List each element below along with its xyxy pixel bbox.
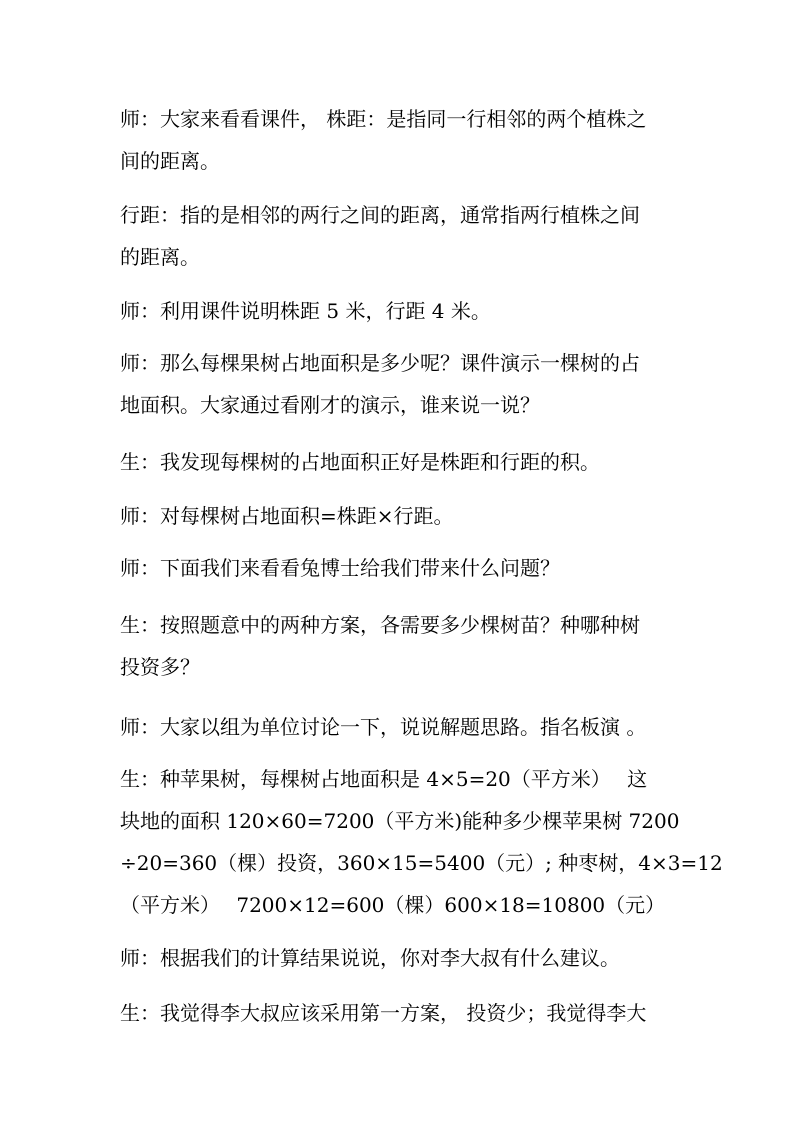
text-line: 投资多？: [120, 655, 200, 679]
text-line: 生：按照题意中的两种方案，各需要多少棵树苗？种哪种树: [120, 613, 640, 637]
paragraph-area-formula: [120, 495, 454, 537]
paragraph-group-discussion: [120, 706, 646, 748]
paragraph-calculation: [120, 758, 723, 926]
paragraph-student-discovery: [120, 441, 600, 483]
text-line: 的距离。: [120, 245, 200, 269]
text-line: （平方米） 7200×12=600（棵）600×18=10800（元）: [120, 893, 666, 917]
paragraph-courseware-explanation: [120, 290, 491, 332]
text-line: 块地的面积 120×60=7200（平方米)能种多少棵苹果树 7200: [120, 809, 680, 833]
paragraph-problem-intro: [120, 547, 560, 589]
text-line: 师：下面我们来看看兔博士给我们带来什么问题？: [120, 556, 560, 580]
text-line: 师：利用课件说明株距 5 米，行距 4 米。: [120, 299, 491, 323]
text-line: 生：我发现每棵树的占地面积正好是株距和行距的积。: [120, 450, 600, 474]
text-line: 师：对每棵树占地面积=株距×行距。: [120, 504, 454, 528]
paragraph-spacing-definition: [120, 98, 646, 182]
paragraph-suggestion-prompt: [120, 937, 620, 979]
text-line: 师：大家来看看课件， 株距：是指同一行相邻的两个植株之: [120, 107, 647, 131]
text-line: 生：我觉得李大叔应该采用第一方案， 投资少；我觉得李大: [120, 1001, 647, 1025]
text-line: ÷20=360（棵）投资，360×15=5400（元）; 种枣树，4×3=12: [120, 851, 723, 875]
text-line: 行距：指的是相邻的两行之间的距离，通常指两行植株之间: [120, 203, 640, 227]
paragraph-student-suggestion: [120, 992, 646, 1034]
text-line: 师：根据我们的计算结果说说，你对李大叔有什么建议。: [120, 946, 620, 970]
paragraph-student-question: [120, 604, 640, 688]
paragraph-row-spacing-definition: [120, 194, 640, 278]
paragraph-area-question: [120, 342, 640, 426]
text-line: 师：大家以组为单位讨论一下，说说解题思路。指名板演 。: [120, 715, 647, 739]
text-line: 间的距离。: [120, 149, 220, 173]
text-line: 地面积。大家通过看刚才的演示，谁来说一说？: [120, 393, 540, 417]
text-line: 生：种苹果树，每棵树占地面积是 4×5=20（平方米） 这: [120, 767, 648, 791]
text-line: 师：那么每棵果树占地面积是多少呢？课件演示一棵树的占: [120, 351, 640, 375]
